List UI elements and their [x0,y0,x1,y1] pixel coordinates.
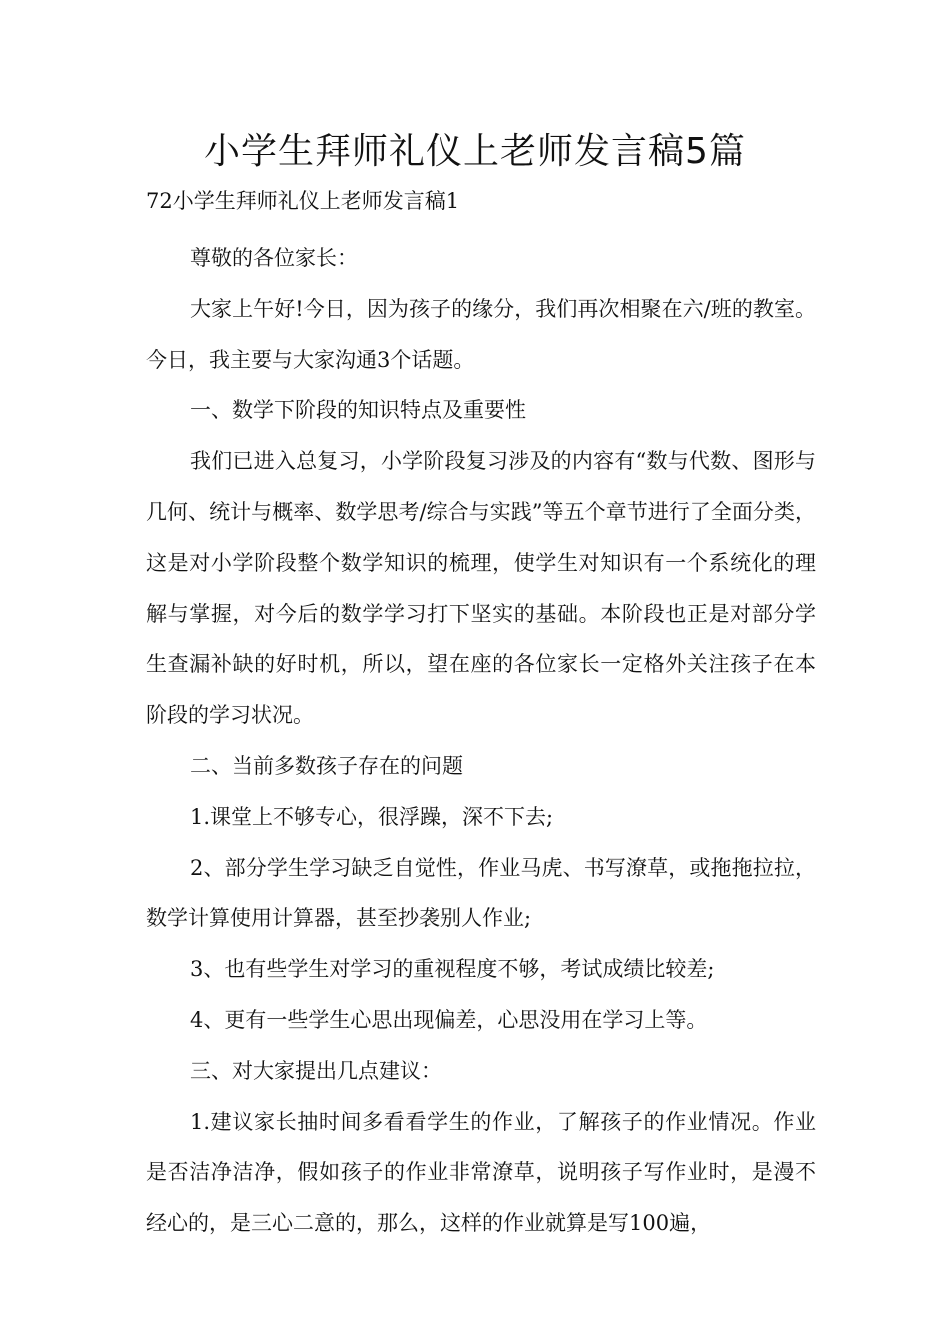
section-heading-2: 二、当前多数孩子存在的问题 [190,753,463,778]
document-subtitle: 72小学生拜师礼仪上老师发言稿1 [146,189,460,213]
paragraph-greeting: 尊敬的各位家长： [190,246,358,270]
paragraph-review: 我们已进入总复习，小学阶段复习涉及的内容有“数与代数、图形与几何、统计与概率、数学思考/综合与实践”等五个章节进行了全面分类，这是对小学阶段整个数学知识的梳理，使学生对知识有一个系统化的理解与掌握，对今后的数学学习打下坚实的基础。本阶段也正是对部分学生查漏补缺的好时机，所以，望在座的各位家长一定格外关注孩子在本阶段的学习状况。 [146,449,816,728]
section-heading-3: 三、对大家提出几点建议： [190,1058,442,1083]
document-title: 小学生拜师礼仪上老师发言稿5篇 [204,131,746,172]
section-heading-1: 一、数学下阶段的知识特点及重要性 [190,398,526,423]
suggestion-item-1: 1.建议家长抽时间多看看学生的作业，了解孩子的作业情况。作业是否洁净洁净，假如孩子的作业非常潦草，说明孩子写作业时，是漫不经心的，是三心二意的，那么，这样的作业就算是写100遍， [146,1109,816,1236]
paragraph-opening: 大家上午好!今日，因为孩子的缘分，我们再次相聚在六/班的教室。今日，我主要与大家沟通3个话题。 [146,296,816,372]
problem-item-2: 2、部分学生学习缺乏自觉性，作业马虎、书写潦草，或拖拖拉拉，数学计算使用计算器，甚至抄袭别人作业; [146,855,816,931]
problem-item-4: 4、更有一些学生心思出现偏差，心思没用在学习上等。 [190,1007,708,1032]
problem-item-3: 3、也有些学生对学习的重视程度不够，考试成绩比较差; [190,957,715,982]
document-body [146,233,816,1249]
problem-item-1: 1.课堂上不够专心，很浮躁，深不下去; [190,804,554,829]
